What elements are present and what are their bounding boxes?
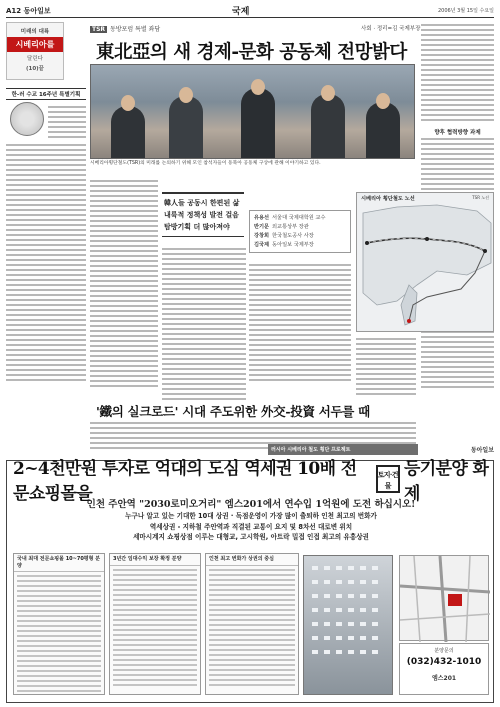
series-logo (6, 22, 64, 80)
location-map-graphic (400, 556, 490, 642)
person-head (179, 87, 193, 103)
ad-info-box (109, 553, 201, 695)
ad-info-box-text (110, 566, 200, 692)
route-map-graphic (357, 193, 495, 333)
ad-info-box-text (14, 572, 104, 698)
series-top-label: 미래의 대륙 (20, 29, 50, 35)
right-subhead: 향후 협력방향 과제 (434, 130, 481, 136)
panel-name: 유용선 (254, 215, 270, 221)
series-number: (10)끝 (26, 66, 44, 72)
sponsor-logo: 동아일보 (470, 446, 494, 454)
left-body-text (6, 144, 86, 384)
map-title: 시베리아 횡단철도 노선 (361, 196, 415, 202)
forum-seal-image (10, 102, 44, 136)
photo-caption: 시베리아횡단철도(TSR)의 미래를 논의하기 위해 모인 참석자들이 동북아 공동체 구상에 관해 이야기하고 있다. (90, 161, 321, 166)
article-column (356, 338, 416, 398)
right-body-text (421, 24, 494, 124)
person-head (251, 79, 265, 95)
ad-info-box (205, 553, 299, 695)
inset-title: 한-러 수교 16주년 특별기획 (6, 88, 86, 100)
person-figure (111, 106, 145, 158)
ad-copy-line: 역세상권 - 지하철 주안역과 직결된 교통이 요지 및 8차선 대로변 위치 (149, 522, 353, 531)
article-byline: 사회 · 정리=김 국제부장 (361, 26, 421, 32)
ad-title-text: 2~4천만원 투자로 억대의 도심 역세권 10배 전문쇼핑몰을 (13, 459, 357, 504)
person-head (121, 95, 135, 111)
panel-role: 한국철도공사 사장 (272, 232, 314, 239)
person-figure (169, 96, 203, 158)
person-figure (366, 102, 400, 158)
contact-label: 분양문의 (434, 648, 454, 654)
left-column (6, 22, 86, 392)
contact-phone: (032)432-1010 (406, 657, 482, 667)
kicker-text: 동방포럼 특별 좌담 (110, 26, 161, 33)
real-estate-advertisement (6, 460, 494, 703)
panel-row (254, 223, 346, 232)
ad-info-box-text (206, 566, 298, 692)
building-rendering-image (303, 555, 393, 695)
ad-title-suffix: 등기분양 화제 (403, 459, 489, 504)
map-legend: TSR 노선 (472, 195, 489, 200)
panel-row (254, 214, 346, 223)
person-figure (311, 94, 345, 158)
ad-info-box-heading: 3년간 임대수익 보장 확정 분양 (110, 554, 200, 566)
person-head (376, 93, 390, 109)
article-kicker (90, 24, 160, 33)
panel-name: 김국제 (254, 241, 270, 248)
ad-brand: 엠스201 (431, 675, 457, 682)
ad-copy-line: 세마시계지 쇼핑상점 이루는 대형교, 고시학원, 아트락 밀접 인접 최고의 유흥상권 (133, 533, 369, 542)
series-main-label: 시베리아를 (7, 37, 63, 52)
ad-info-box-heading: 인천 최고 번화가 상권의 중심 (206, 554, 298, 566)
seal-side-text (48, 106, 86, 141)
panel-participants (249, 210, 351, 253)
panel-role: 외교통상부 장관 (272, 223, 309, 230)
kicker-badge: TSR (92, 26, 106, 33)
person-figure (241, 88, 275, 158)
ad-info-box (13, 553, 105, 695)
article-headline: 東北亞의 새 경제-문화 공동체 전망밝다 (96, 42, 407, 63)
article-subheadline: '鐵의 실크로드' 시대 주도위한 外交-投資 서두를 때 (96, 404, 370, 419)
panel-row (254, 241, 346, 250)
section-title: 국제 (232, 7, 250, 17)
pull-quote-line: 韓人들 공동시 한편된 삶 (164, 198, 240, 207)
location-map (399, 555, 489, 641)
pull-quote-line: 탐방기획 더 많아져야 (164, 221, 230, 231)
series-sub-label: 달린다 (27, 56, 43, 62)
article-column (249, 264, 351, 384)
route-map (356, 192, 494, 332)
panel-photo (90, 64, 415, 159)
article-column (90, 180, 158, 390)
ad-title-badge: 토지·건물 (376, 465, 400, 493)
page-label: A12 동아일보 (6, 6, 51, 15)
issue-date: 2006년 3월 15일 수요일 (437, 8, 494, 14)
pull-quote (162, 192, 244, 237)
sponsor-banner: 러시아 시베리아 철도 횡단 프로젝트 (268, 444, 418, 455)
ad-copy (17, 511, 485, 543)
ad-tagline: 인천 주안역 "2030로미오거리" 엠스201에서 연수입 1억원에 도전 하십시오! (86, 499, 416, 510)
ad-headline (13, 459, 489, 504)
article-column (162, 248, 246, 403)
ad-contact-box (399, 643, 489, 695)
person-head (321, 85, 335, 101)
panel-role: 동아일보 국제부장 (272, 241, 314, 248)
newspaper-page (6, 4, 494, 703)
ad-copy-line: 누구나 알고 있는 기대한 10대 상권 · 독점운영이 가장 많이 출퇴하 인천 최고의 번화가 (125, 512, 377, 520)
masthead (6, 4, 494, 18)
panel-row (254, 232, 346, 241)
pull-quote-line: 내륙적 정책성 발전 걸음 (164, 209, 239, 219)
ad-info-box-heading: 국내 최대 전문쇼핑몰 10~70평형 분양 (14, 554, 104, 572)
panel-name: 강창희 (254, 232, 270, 239)
panel-name: 반기문 (254, 223, 270, 230)
panel-role: 서울대 국제대학원 교수 (272, 215, 326, 221)
